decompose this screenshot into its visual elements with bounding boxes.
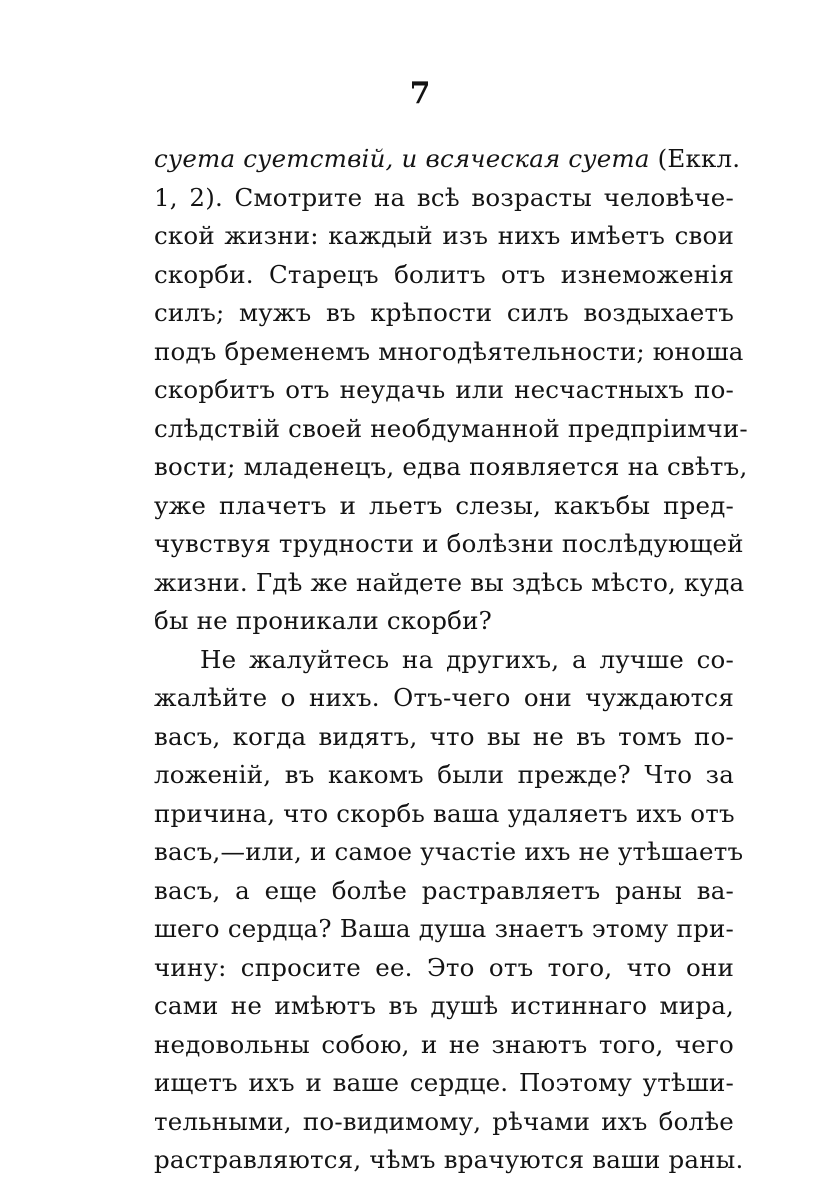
text-line: [154, 179, 734, 218]
text-line: [154, 333, 744, 372]
text-line: [154, 256, 734, 295]
text-line: [154, 718, 734, 757]
text-segment: силъ; мужъ въ крѣпости силъ воздыхаетъ: [154, 298, 734, 327]
body-text: [154, 140, 748, 1180]
text-segment: сами не имѣютъ въ душѣ истиннаго мира,: [154, 991, 734, 1020]
text-segment: недовольны собою, и не знаютъ того, чего: [154, 1029, 734, 1059]
text-segment: васъ,—или, и самое участіе ихъ не утѣшаетъ: [154, 837, 744, 866]
text-line: [154, 525, 744, 564]
text-line: [154, 910, 734, 949]
text-segment: подъ бременемъ многодѣятельности; юноша: [154, 336, 744, 366]
text-line: [154, 679, 734, 718]
text-segment: слѣдствій своей необдуманной предпріимчи-: [154, 413, 748, 443]
text-segment: чувствуя трудности и болѣзни послѣдующей: [154, 529, 744, 558]
text-line: [154, 294, 734, 333]
page-number: 7: [409, 76, 431, 111]
italic-quote: суета суетствій, и всяческая суета: [154, 144, 650, 173]
text-segment: жизни. Гдѣ же найдете вы здѣсь мѣсто, куда: [154, 567, 745, 597]
text-segment: чину: спросите ее. Это отъ того, что они: [154, 952, 734, 982]
text-segment: (Еккл.: [649, 144, 741, 173]
text-segment: причина, что скорбь ваша удаляетъ ихъ отъ: [154, 798, 735, 828]
text-segment: васъ, когда видятъ, что вы не въ томъ по-: [154, 721, 734, 751]
text-line: [154, 487, 734, 526]
text-line: [154, 1026, 734, 1065]
paragraph: [154, 140, 748, 641]
text-line: [154, 1064, 734, 1103]
text-line: [154, 872, 734, 911]
text-segment: бы не проникали скорби?: [154, 606, 492, 635]
text-line: [154, 1103, 734, 1142]
text-segment: васъ, а еще болѣе растравляетъ раны ва-: [154, 875, 734, 905]
text-segment: вости; младенецъ, едва появляется на свѣтъ,: [154, 452, 748, 481]
paragraph: [154, 641, 744, 1180]
text-line: [154, 602, 734, 641]
text-line: [154, 1141, 744, 1180]
text-line: [154, 641, 734, 680]
text-segment: 1, 2). Смотрите на всѣ возрасты человѣче-: [154, 182, 734, 212]
text-line: [154, 756, 734, 795]
text-line: [154, 371, 734, 410]
text-segment: ложеній, въ какомъ были прежде? Что за: [154, 760, 734, 789]
text-line: [154, 140, 741, 179]
text-line: [154, 410, 748, 449]
text-segment: жалѣйте о нихъ. Отъ-чего они чуждаются: [154, 683, 734, 712]
text-segment: ищетъ ихъ и ваше сердце. Поэтому утѣши-: [154, 1068, 734, 1097]
text-segment: Не жалуйтесь на другихъ, а лучше со-: [200, 644, 734, 674]
text-line: [154, 448, 748, 487]
text-segment: ской жизни: каждый изъ нихъ имѣетъ свои: [154, 221, 734, 250]
text-line: [154, 217, 734, 256]
text-segment: скорби. Старецъ болитъ отъ изнеможенія: [154, 259, 734, 289]
text-line: [154, 949, 734, 988]
text-segment: растравляются, чѣмъ врачуются ваши раны.: [154, 1145, 744, 1174]
text-line: [154, 987, 734, 1026]
text-line: [154, 795, 734, 834]
text-segment: шего сердца? Ваша душа знаетъ этому при-: [154, 914, 734, 943]
text-segment: тельными, по-видимому, рѣчами ихъ болѣе: [154, 1106, 734, 1136]
text-segment: уже плачетъ и льетъ слезы, какъбы пред-: [154, 490, 734, 520]
text-line: [154, 564, 745, 603]
text-segment: скорбитъ отъ неудачь или несчастныхъ по-: [154, 375, 734, 404]
text-line: [154, 833, 744, 872]
